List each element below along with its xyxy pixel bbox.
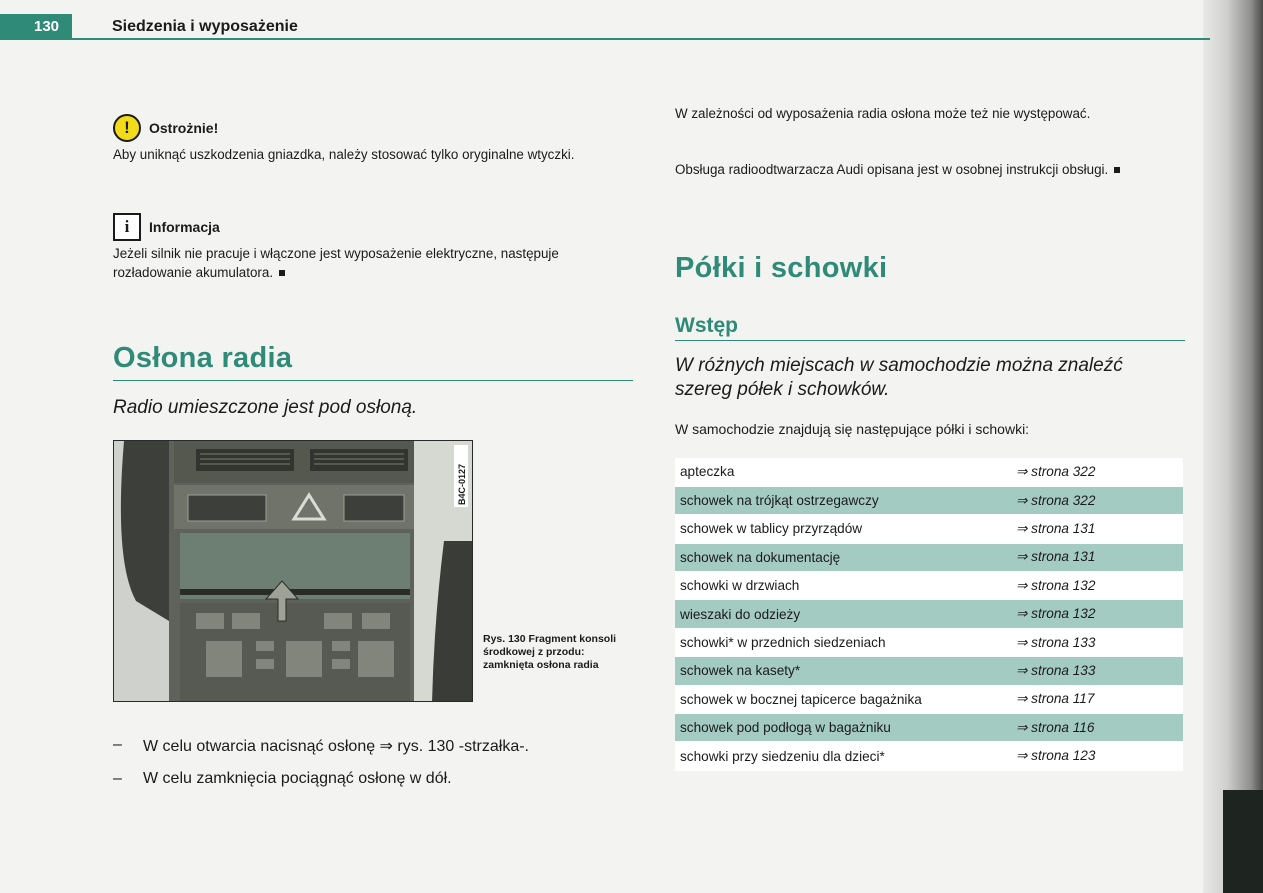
section-title-shelves: Półki i schowki [675,252,888,284]
info-heading [113,213,633,241]
page-header [0,14,1210,40]
console-illustration [114,441,473,702]
table-row [675,657,1183,685]
page-reference: ⇒ strona 132 [998,572,1183,600]
figure-130 [113,440,633,702]
shelves-lead-text: W różnych miejscach w samochodzie można znaleźć szereg półek i schowków. [675,355,1123,400]
info-icon: i [113,213,141,241]
storage-item: wieszaki do odzieży [675,600,998,628]
info-text-content: Jeżeli silnik nie pracuje i włączone jest wyposażenie elektryczne, następuje rozładowanie akumulatora. [113,246,559,280]
instruction-item [113,770,633,788]
page-reference: ⇒ strona 322 [998,458,1183,486]
page-reference: ⇒ strona 131 [998,515,1183,543]
figure-caption: Rys. 130 Fragment konsoli środkowej z przodu: zamknięta osłona radia [483,633,617,671]
subsection-title-intro: Wstęp [675,314,738,337]
shelves-intro-text: W samochodzie znajdują się następujące półki i schowki: [675,421,1030,437]
storage-item: schowki* w przednich siedzeniach [675,628,998,656]
storage-item: apteczka [675,458,998,486]
section-rule [113,380,633,381]
storage-item: schowek na dokumentację [675,543,998,571]
storage-item: schowek w tablicy przyrządów [675,515,998,543]
storage-item: schowki w drzwiach [675,572,998,600]
table-row [675,572,1183,600]
instruction-open: W celu otwarcia nacisnąć osłonę ⇒ rys. 130 -strzałka-. [143,738,529,755]
storage-item: schowek na kasety* [675,657,998,685]
warning-circle-icon: ! [113,114,141,142]
dash-marker: – [113,770,122,787]
caution-title: Ostrożnie! [149,120,219,136]
storage-item: schowek pod podłogą w bagażniku [675,714,998,742]
page-edge-dark [1223,790,1263,893]
radio-manual-text: Obsługa radioodtwarzacza Audi opisana jest w osobnej instrukcji obsługi. [675,162,1109,177]
table-row [675,742,1183,770]
storage-table [675,458,1183,771]
caution-text: Aby uniknąć uszkodzenia gniazdka, należy stosować tylko oryginalne wtyczki. [113,147,575,162]
storage-item: schowek w bocznej tapicerce bagażnika [675,685,998,713]
subsection-rule [675,340,1185,341]
caution-heading [113,114,633,142]
page-reference: ⇒ strona 116 [998,714,1183,742]
header-title: Siedzenia i wyposażenie [112,18,298,35]
table-row [675,714,1183,742]
page-reference: ⇒ strona 133 [998,657,1183,685]
page-number: 130 [0,14,72,40]
page-reference: ⇒ strona 133 [998,628,1183,656]
end-of-section-mark [1114,167,1120,173]
radio-instructions [113,736,633,802]
caution-notice [113,114,633,164]
radio-lead-text: Radio umieszczone jest pod osłoną. [113,397,418,418]
table-row [675,543,1183,571]
dash-marker: – [113,736,122,753]
info-notice [113,213,633,282]
figure-code: B4C-0127 [457,463,467,505]
info-title: Informacja [149,219,220,235]
instruction-item [113,736,633,756]
section-title-radio-cover: Osłona radia [113,342,293,374]
table-row [675,685,1183,713]
page-reference: ⇒ strona 123 [998,742,1183,770]
storage-item: schowek na trójkąt ostrzegawczy [675,486,998,514]
info-text [113,244,623,282]
instruction-close: W celu zamknięcia pociągnąć osłonę w dół. [143,770,452,787]
page-reference: ⇒ strona 131 [998,543,1183,571]
table-row [675,515,1183,543]
page-reference: ⇒ strona 322 [998,486,1183,514]
table-row [675,600,1183,628]
table-row [675,628,1183,656]
radio-note-paragraph: W zależności od wyposażenia radia osłona może też nie występować. [675,106,1091,121]
console-photo [113,440,473,702]
storage-item: schowki przy siedzeniu dla dzieci* [675,742,998,770]
table-row [675,486,1183,514]
end-of-section-mark [279,270,285,276]
page-reference: ⇒ strona 117 [998,685,1183,713]
radio-manual-paragraph [675,160,1175,179]
page-edge-shadow [1203,0,1263,893]
page-reference: ⇒ strona 132 [998,600,1183,628]
table-row [675,458,1183,486]
header-rule [0,38,1210,40]
